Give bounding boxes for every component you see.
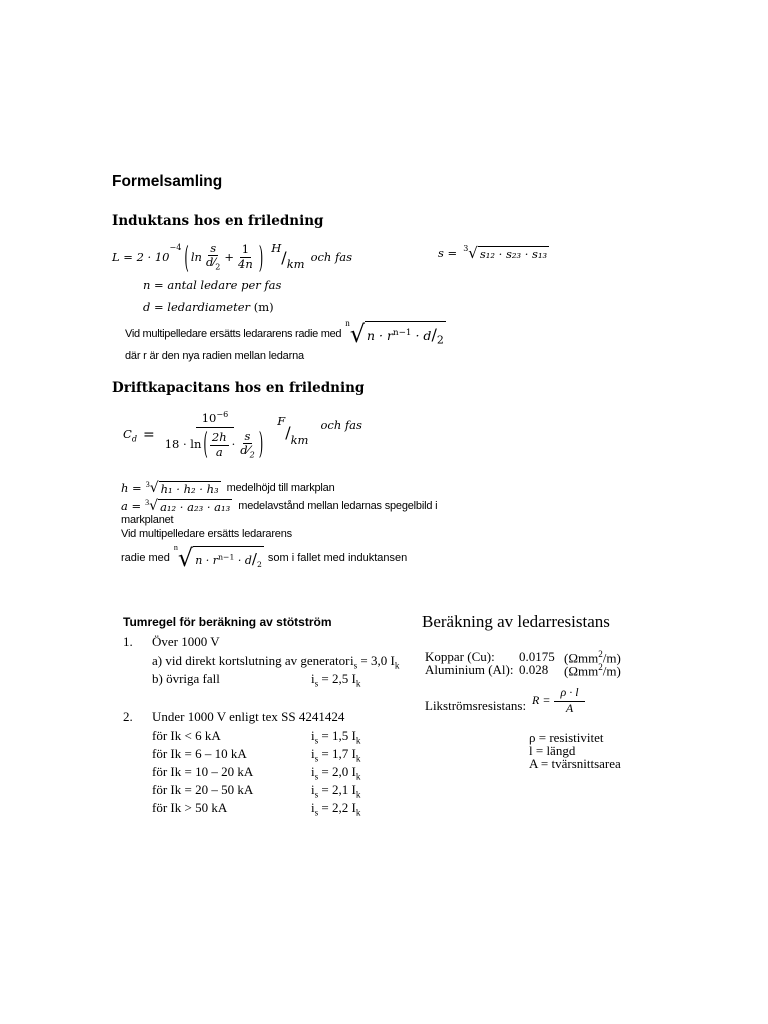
inductance-formula xyxy=(112,237,352,277)
radie-med-line xyxy=(121,543,407,573)
multi-text: Vid multipelledare ersätts ledararens radie med xyxy=(125,328,342,340)
och-fas-cap: och fas xyxy=(320,418,362,432)
kapacitans-heading: Driftkapacitans hos en friledning xyxy=(112,380,365,396)
plus-sign: + xyxy=(224,250,235,264)
multi-line-induktans xyxy=(125,318,446,350)
paren-close: ) xyxy=(258,238,264,276)
tumregel-row-value: $i_s = 1,5$ $I_k$ xyxy=(311,728,361,746)
tumregel-item1-num: 1. xyxy=(123,634,133,649)
unit-km: km xyxy=(286,257,305,271)
formula-L-lhs: L = 2 · 10 xyxy=(112,250,170,264)
A-definition: A = tvärsnittsarea xyxy=(529,756,621,771)
s-eq: s = xyxy=(438,246,458,260)
rho-definition: ρ = resistivitet xyxy=(529,730,604,745)
d-unit: (m) xyxy=(253,300,274,314)
tumregel-row-cond: för Ik > 50 kA xyxy=(152,800,228,815)
frac-one: 1 xyxy=(241,242,250,257)
a-root-body: a₁₂ · a₂₃ · a₁₃ xyxy=(160,499,231,514)
tumregel-heading: Tumregel för beräkning av stötström xyxy=(123,615,332,629)
tumregel-row-value: $i_s = 2,0$ $I_k$ xyxy=(311,764,361,782)
aluminium-value: 0.028 xyxy=(519,662,549,677)
och-fas: och fas xyxy=(310,250,353,264)
tumregel-row-cond: för Ik = 6 – 10 kA xyxy=(152,746,247,761)
resistans-heading: Beräkning av ledarresistans xyxy=(422,612,610,631)
cd-fraction xyxy=(163,410,268,460)
radical-icon: √ xyxy=(349,320,366,348)
s-root-index: 3 xyxy=(463,244,469,253)
unit-slash-cap: / xyxy=(285,422,291,442)
dar-text: där r är den nya radien mellan ledarna xyxy=(125,350,304,362)
rho-l: ρ · l xyxy=(554,686,584,702)
radical-icon: √ xyxy=(468,244,478,262)
radical-icon: √ xyxy=(177,544,194,572)
s-over-d2 xyxy=(204,242,222,272)
frac-s: s xyxy=(210,241,217,256)
one-over-4n xyxy=(236,243,255,270)
unit-km-cap: km xyxy=(290,433,309,447)
frac-d: d xyxy=(205,255,214,270)
radical-icon: √ xyxy=(149,480,159,496)
radical-icon: √ xyxy=(149,498,159,514)
tumregel-item1b-value: $i_s = 2,5$ $I_k$ xyxy=(311,671,361,689)
h-text: medelhöjd till markplan xyxy=(226,482,335,494)
radie-med: radie med xyxy=(121,552,170,564)
likstrom-label: Likströmsresistans: xyxy=(425,698,527,713)
d-definition xyxy=(143,300,274,314)
tumregel-item1-label: Över 1000 V xyxy=(152,634,220,649)
r-root-body: $n \cdot r^{n-1} \cdot d/_2$ xyxy=(193,546,264,569)
tumregel-row-value: $i_s = 2,2$ $I_k$ xyxy=(311,800,361,818)
h-root-index: 3 xyxy=(145,480,150,489)
tumregel-row-cond: för Ik = 20 – 50 kA xyxy=(152,782,254,797)
unit-slash: / xyxy=(281,247,287,267)
tumregel-row-value: $i_s = 1,7$ $I_k$ xyxy=(311,746,361,764)
cd-numerator: $10^{-6}$ xyxy=(196,410,235,428)
paren-open: ( xyxy=(184,238,189,276)
resistance-formula xyxy=(532,686,585,716)
rho-l-over-A xyxy=(554,686,584,716)
cd-denominator: 18 · ln ( $\frac{2h}{a}$ · $\frac{s}{d⁄_2}$ ) xyxy=(164,425,264,462)
h-line xyxy=(121,480,335,496)
frac-4n: 4n xyxy=(238,256,253,271)
unit-H: H xyxy=(271,241,282,255)
tumregel-item1a: a) vid direkt kortslutning av generator xyxy=(152,653,350,668)
tumregel-row-cond: för Ik = 10 – 20 kA xyxy=(152,764,254,779)
frac-A: A xyxy=(565,700,574,715)
2h-over-a: $\frac{2h}{a}$ xyxy=(211,430,227,459)
l-definition: l = längd xyxy=(529,743,576,758)
h-lhs: h = xyxy=(121,481,142,495)
cd-symbol: $C_d$ xyxy=(123,426,137,444)
som-text: som i fallet med induktansen xyxy=(267,552,408,564)
koppar-value: 0.0175 xyxy=(519,649,555,664)
den-prefix: 18 · ln xyxy=(164,437,202,452)
d-def-text: d = ledardiameter xyxy=(143,300,251,314)
tumregel-item2-num: 2. xyxy=(123,709,133,724)
multi-line-kapacitans: Vid multipelledare ersätts ledararens xyxy=(121,528,292,540)
multi-root-body: $n \cdot r^{n-1} \cdot d/_2$ xyxy=(365,321,446,347)
ln-label: ln xyxy=(190,250,202,264)
koppar-label: Koppar (Cu): xyxy=(425,649,495,664)
aluminium-unit: (Ωmm$^2$/m) xyxy=(564,662,621,679)
tumregel-row-cond: för Ik < 6 kA xyxy=(152,728,221,743)
a-root-index: 3 xyxy=(145,498,150,507)
cd-eq: = xyxy=(142,427,155,443)
s-root-body: s₁₂ · s₂₃ · s₁₃ xyxy=(479,246,548,261)
aluminium-label: Aluminium (Al): xyxy=(425,662,514,677)
a-line xyxy=(121,498,437,514)
h-root-body: h₁ · h₂ · h₃ xyxy=(160,481,219,496)
r-root-index: n xyxy=(173,543,178,552)
frac-2: 2 xyxy=(215,262,221,272)
exp-minus4: −4 xyxy=(169,243,182,252)
s-formula xyxy=(438,244,549,262)
s-over-d2-cap: $\frac{s}{d⁄_2}$ xyxy=(240,429,255,460)
n-definition: n = antal ledare per fas xyxy=(143,278,282,292)
tumregel-row-value: $i_s = 2,1$ $I_k$ xyxy=(311,782,361,800)
tumregel-item1b: b) övriga fall xyxy=(152,671,220,686)
a-lhs: a = xyxy=(121,499,142,513)
page-title: Formelsamling xyxy=(112,173,223,190)
induktans-heading: Induktans hos en friledning xyxy=(112,213,324,229)
multi-root-index: n xyxy=(345,318,350,328)
koppar-unit: (Ωmm$^2$/m) xyxy=(564,649,621,666)
frac-d2: $d⁄_2$ xyxy=(205,255,221,272)
R-eq: R = xyxy=(532,693,551,708)
capacitance-formula xyxy=(123,404,362,466)
tumregel-item2-label: Under 1000 V enligt tex SS 4241424 xyxy=(152,709,345,724)
a-text-continuation: markplanet xyxy=(121,514,174,526)
tumregel-item1a-value: $i_s = 3,0$ $I_k$ xyxy=(350,653,400,671)
a-text: medelavstånd mellan ledarnas spegelbild i xyxy=(238,500,438,512)
unit-F: F xyxy=(277,414,286,428)
